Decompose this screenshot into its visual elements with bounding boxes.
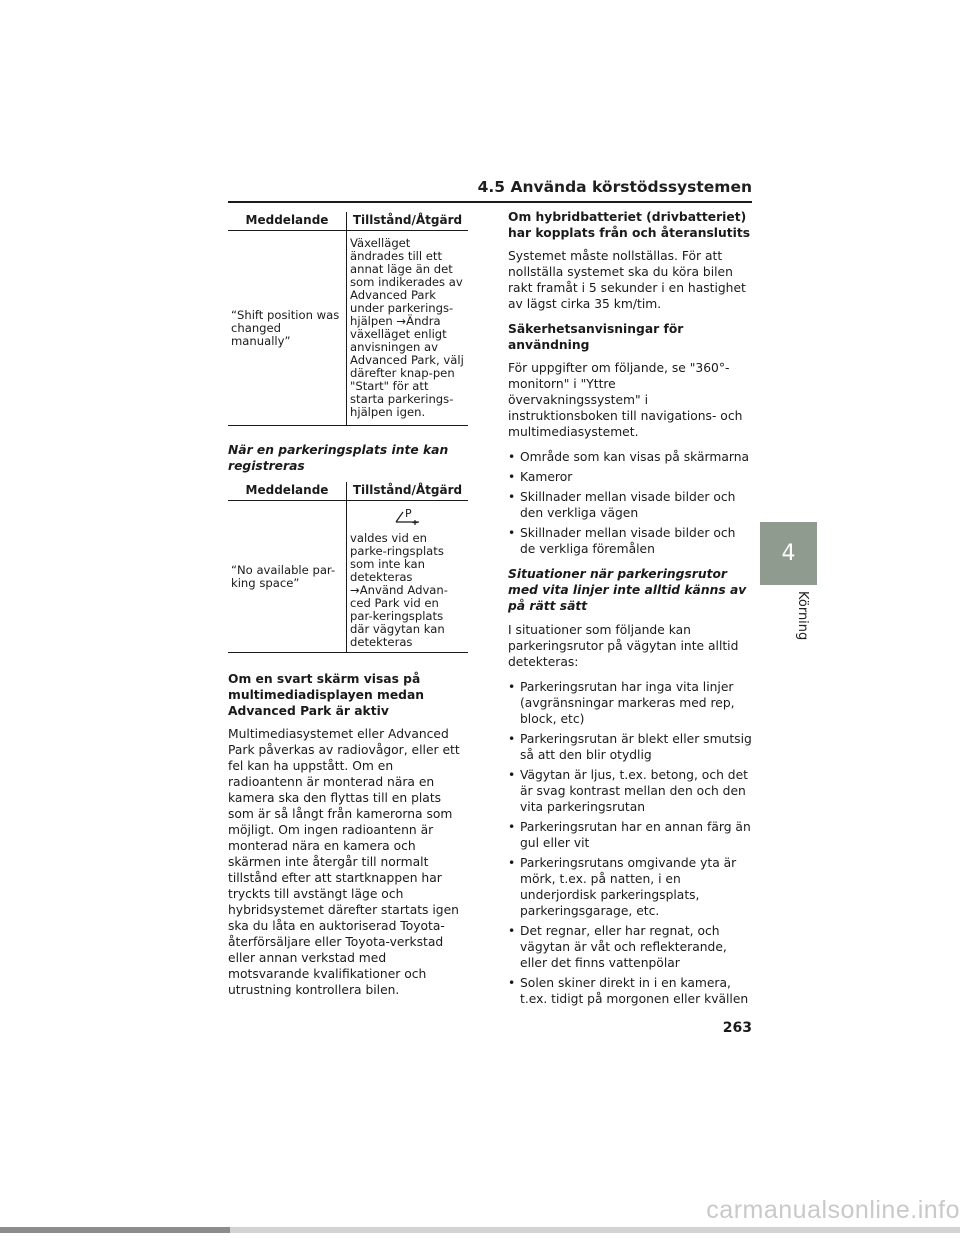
safety-heading: Säkerhetsanvisningar för användning: [508, 322, 684, 352]
lines-body: I situationer som följande kan parkeringsrutor på vägytan inte alltid detekteras:: [508, 623, 739, 669]
section-header: 4.5 Använda körstödssystemen: [477, 178, 752, 196]
list-item: • Kameror: [508, 469, 752, 485]
message-table-shift: [228, 212, 468, 426]
scrollbar-thumb[interactable]: [0, 1227, 230, 1233]
list-item: • Område som kan visas på skärmarna: [508, 449, 752, 465]
table1-header-message: Meddelande: [228, 212, 347, 231]
lines-list: [508, 679, 752, 1007]
chapter-tab[interactable]: 4: [760, 522, 817, 585]
list-item: • Skillnader mellan visade bilder och den verkliga vägen: [508, 489, 752, 521]
table1-message-cell: “Shift position was changed manually”: [228, 231, 347, 426]
battery-body: Systemet måste nollställas. För att nollställa systemet ska du köra bilen rakt framåt i 5 sekunder i en hastighet av lägst cirka 35 km/tim.: [508, 249, 746, 311]
right-column: [508, 209, 752, 1016]
message-table-no-space: [228, 482, 468, 653]
page-scrollbar[interactable]: [0, 1227, 960, 1233]
battery-heading: Om hybridbatteriet (drivbatteriet) har kopplats från och återanslutits: [508, 210, 751, 240]
table2-action-text: valdes vid en parke-ringsplats som inte kan detekteras →Använd Advan-ced Park vid en par-keringsplats där vägytan kan detekteras: [350, 531, 448, 649]
table1-action-cell: Växelläget ändrades till ett annat läge än det som indikerades av Advanced Park under parkerings-hjälpen →Ändra växelläget enligt anvisningen av Advanced Park, välj därefter knap-pen "Start" för att starta parkerings-hjälpen igen.: [347, 231, 469, 426]
list-item: • Solen skiner direkt in i en kamera, t.ex. tidigt på morgonen eller kvällen: [508, 975, 752, 1007]
list-item: • Parkeringsrutan har en annan färg än gul eller vit: [508, 819, 752, 851]
svg-text:P: P: [404, 507, 412, 520]
table-row: [228, 501, 468, 653]
list-item: • Det regnar, eller har regnat, och vägytan är våt och reflekterande, eller det finns vattenpölar: [508, 923, 752, 971]
table-row: [228, 231, 468, 426]
table2-header-action: Tillstånd/Åtgärd: [347, 482, 469, 501]
black-screen-body: Multimediasystemet eller Advanced Park påverkas av radiovågor, eller ett fel kan ha uppstått. Om en radioantenn är monterad nära en kamera ska den flyttas till en plats som är så långt från kamerorna som möjligt. Om ingen radioantenn är monterad nära en kamera och skärmen inte återgår till normalt tillstånd efter att startknappen har tryckts till avstängt läge och hybridsystemet därefter startats igen ska du låta en auktoriserad Toyota-återförsäljare eller Toyota-verkstad eller annan verkstad med motsvarande kvalifikationer och utrustning kontrollera bilen.: [228, 727, 460, 997]
table2-message-cell: “No available par-king space”: [228, 501, 347, 653]
parking-space-icon: [393, 506, 423, 526]
table1-header-action: Tillstånd/Åtgärd: [347, 212, 469, 231]
black-screen-heading: Om en svart skärm visas på multimediadisplayen medan Advanced Park är aktiv: [228, 672, 425, 718]
left-column: [228, 212, 468, 1007]
safety-body: För uppgifter om följande, se "360°-monitorn" i "Yttre övervakningssystem" i instruktionsboken till navigations- och multimediasystemet.: [508, 361, 743, 439]
lines-heading: Situationer när parkeringsrutor med vita linjer inte alltid känns av på rätt sätt: [508, 567, 747, 613]
table2-header-message: Meddelande: [228, 482, 347, 501]
list-item: • Parkeringsrutan har inga vita linjer (avgränsningar markeras med rep, block, etc): [508, 679, 752, 727]
page-number: 263: [722, 1020, 752, 1036]
watermark: carmanualsonline.info: [706, 1196, 960, 1224]
list-item: • Skillnader mellan visade bilder och de verkliga föremålen: [508, 525, 752, 557]
list-item: • Vägytan är ljus, t.ex. betong, och det är svag kontrast mellan den och den vita parkeringsrutan: [508, 767, 752, 815]
no-space-heading: När en parkeringsplats inte kan registreras: [228, 443, 449, 473]
table2-action-cell: [347, 501, 469, 653]
safety-list: [508, 449, 752, 557]
header-rule: [228, 201, 752, 203]
list-item: • Parkeringsrutan är blekt eller smutsig så att den blir otydlig: [508, 731, 752, 763]
list-item: • Parkeringsrutans omgivande yta är mörk, t.ex. på natten, i en underjordisk parkeringsplats, parkeringsgarage, etc.: [508, 855, 752, 919]
chapter-label: Körning: [795, 591, 810, 641]
